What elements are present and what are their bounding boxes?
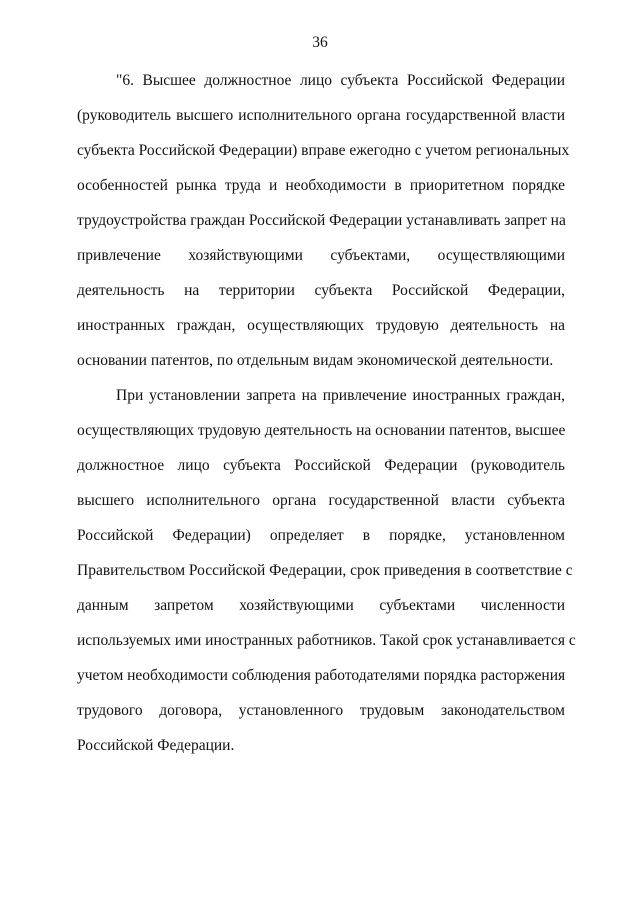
text-line: привлечение хозяйствующими субъектами, осуществляющими xyxy=(77,247,565,264)
text-line: деятельность на территории субъекта Российской Федерации, xyxy=(77,282,565,299)
text-line: используемых ими иностранных работников. Такой срок устанавливается с xyxy=(77,632,576,649)
text-line: "6. Высшее должностное лицо субъекта Российской Федерации xyxy=(116,72,565,89)
text-line: Российской Федерации. xyxy=(77,737,235,754)
text-line: субъекта Российской Федерации) вправе ежегодно с учетом региональных xyxy=(77,142,570,159)
page-number: 36 xyxy=(312,34,328,51)
text-line: Правительством Российской Федерации, срок приведения в соответствие с xyxy=(77,562,573,579)
text-line: При установлении запрета на привлечение иностранных граждан, xyxy=(116,387,565,404)
text-line: основании патентов, по отдельным видам экономической деятельности. xyxy=(77,352,554,369)
text-line: трудоустройства граждан Российской Федерации устанавливать запрет на xyxy=(77,212,566,229)
text-line: Российской Федерации) определяет в порядке, установленном xyxy=(77,527,565,544)
text-line: иностранных граждан, осуществляющих трудовую деятельность на xyxy=(77,317,565,334)
text-line: учетом необходимости соблюдения работодателями порядка расторжения xyxy=(77,667,566,684)
text-line: должностное лицо субъекта Российской Федерации (руководитель xyxy=(77,457,565,474)
text-line: осуществляющих трудовую деятельность на основании патентов, высшее xyxy=(77,422,566,439)
text-line: высшего исполнительного органа государственной власти субъекта xyxy=(77,492,565,509)
text-line: особенностей рынка труда и необходимости в приоритетном порядке xyxy=(77,177,565,194)
text-line: данным запретом хозяйствующими субъектами численности xyxy=(77,597,565,614)
text-line: трудового договора, установленного трудовым законодательством xyxy=(77,702,565,719)
text-line: (руководитель высшего исполнительного органа государственной власти xyxy=(77,107,565,124)
